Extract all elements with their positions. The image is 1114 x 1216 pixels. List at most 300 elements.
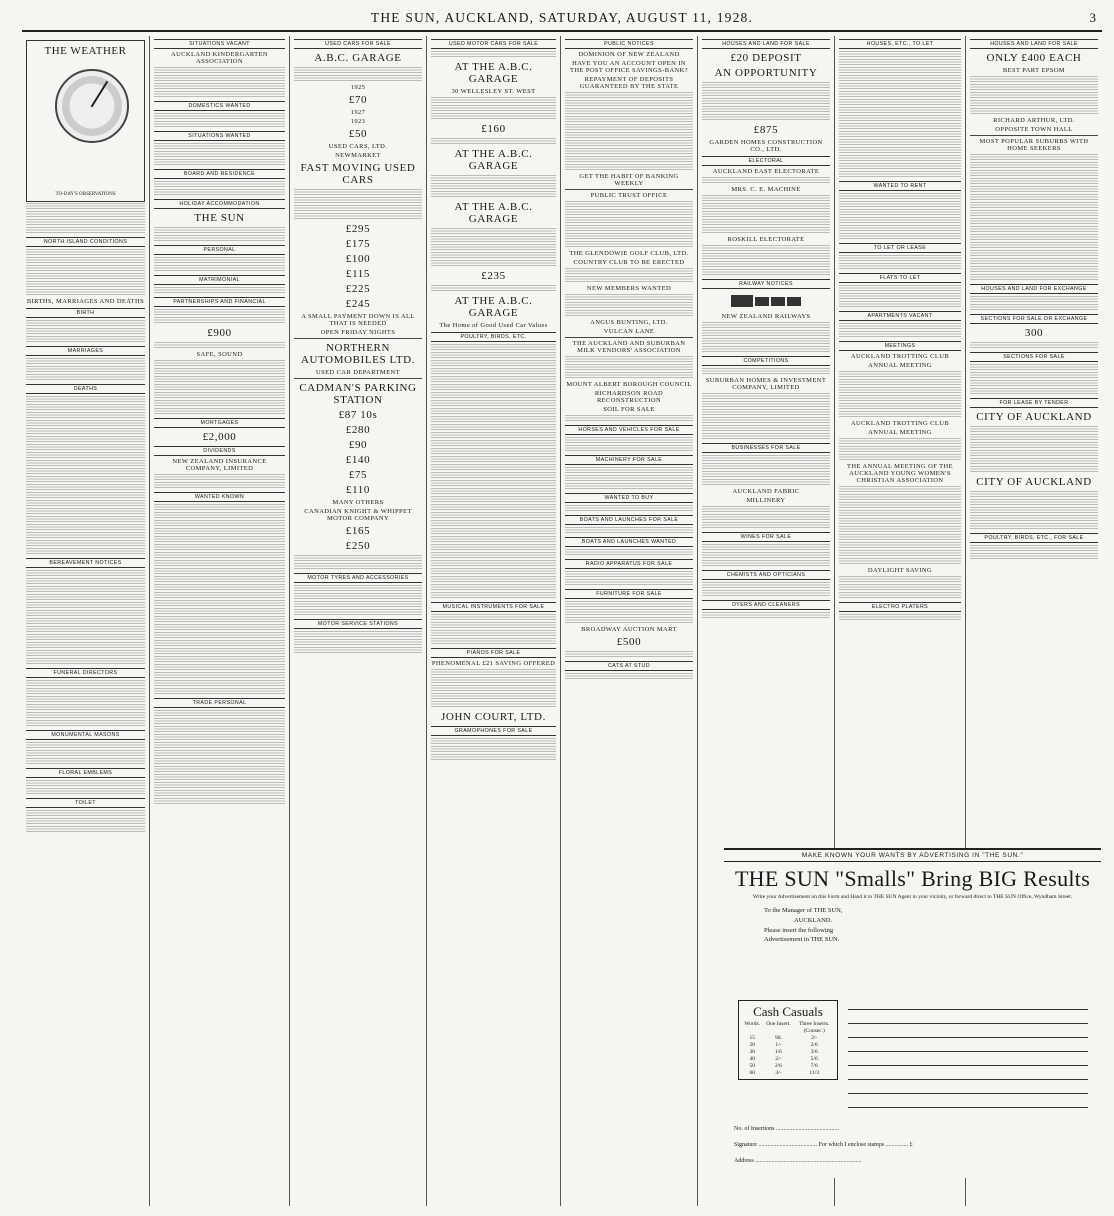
text-block bbox=[431, 191, 556, 198]
phenomenal-heading: PHENOMENAL £21 SAVING OFFERED bbox=[431, 660, 556, 667]
text-block bbox=[565, 268, 693, 275]
text-block bbox=[839, 395, 961, 402]
text-block bbox=[431, 105, 556, 112]
table-cell: 7/6 bbox=[810, 1062, 818, 1069]
text-block bbox=[154, 766, 285, 773]
text-block bbox=[702, 455, 830, 462]
text-block bbox=[702, 409, 830, 416]
matrimonial-heading: MATRIMONIAL bbox=[154, 275, 285, 285]
text-block bbox=[702, 253, 830, 260]
masthead-title: THE SUN, AUCKLAND, SATURDAY, AUGUST 11, 1928. bbox=[370, 10, 754, 25]
mount-albert-heading: MOUNT ALBERT BOROUGH COUNCIL bbox=[566, 381, 692, 388]
price-250: £250 bbox=[345, 540, 371, 552]
text-block bbox=[431, 552, 556, 559]
text-block bbox=[970, 491, 1098, 498]
text-block bbox=[431, 408, 556, 415]
text-block bbox=[702, 211, 830, 218]
text-block bbox=[839, 59, 961, 66]
addr-line-3: Please insert the following bbox=[764, 926, 834, 934]
text-block bbox=[839, 331, 961, 338]
text-block bbox=[431, 456, 556, 463]
text-block bbox=[26, 750, 145, 757]
text-block bbox=[26, 412, 145, 419]
annual-meeting-1: ANNUAL MEETING bbox=[868, 362, 932, 369]
text-block bbox=[431, 368, 556, 375]
text-block bbox=[839, 67, 961, 74]
text-block bbox=[26, 328, 145, 335]
text-block bbox=[565, 549, 693, 556]
text-block bbox=[839, 163, 961, 170]
text-block bbox=[154, 227, 285, 234]
text-block bbox=[431, 384, 556, 391]
text-block bbox=[839, 584, 961, 591]
text-block bbox=[26, 818, 145, 825]
text-block bbox=[294, 213, 422, 220]
price-235: £235 bbox=[481, 270, 506, 282]
text-block bbox=[702, 177, 830, 184]
repayment-heading: REPAYMENT OF DEPOSITS GUARANTEED BY THE STATE bbox=[579, 76, 679, 90]
text-block bbox=[702, 98, 830, 105]
text-block bbox=[702, 425, 830, 432]
text-block bbox=[970, 266, 1098, 273]
annual-meeting-2: ANNUAL MEETING bbox=[868, 429, 932, 436]
text-block bbox=[970, 380, 1098, 387]
table-cell: 2/6 bbox=[810, 1041, 818, 1048]
price-70: £70 bbox=[348, 94, 368, 106]
text-block bbox=[970, 434, 1098, 441]
text-block bbox=[970, 234, 1098, 241]
situations-vacant-heading: SITUATIONS VACANT bbox=[154, 39, 285, 49]
text-block bbox=[970, 218, 1098, 225]
text-block bbox=[702, 433, 830, 440]
text-block bbox=[970, 507, 1098, 514]
text-block bbox=[970, 499, 1098, 506]
smalls-address-block bbox=[764, 906, 1101, 945]
text-block bbox=[431, 496, 556, 503]
text-block bbox=[839, 217, 961, 224]
text-block bbox=[431, 544, 556, 551]
text-block bbox=[839, 83, 961, 90]
toilet-heading: TOILET bbox=[26, 798, 145, 808]
text-block bbox=[26, 273, 145, 280]
apartments-heading: APARTMENTS VACANT bbox=[839, 311, 961, 321]
text-block bbox=[970, 100, 1098, 107]
text-block bbox=[431, 669, 556, 676]
millinery: MILLINERY bbox=[746, 497, 786, 504]
text-block bbox=[839, 99, 961, 106]
text-block bbox=[431, 175, 556, 182]
text-block bbox=[26, 289, 145, 296]
price-295: £295 bbox=[345, 223, 371, 235]
text-block bbox=[702, 463, 830, 470]
text-block bbox=[26, 219, 145, 226]
text-block bbox=[154, 504, 285, 511]
text-block bbox=[26, 570, 145, 577]
text-block bbox=[702, 82, 830, 89]
text-block bbox=[26, 634, 145, 641]
table-cell: 15 bbox=[749, 1034, 755, 1041]
text-block bbox=[565, 225, 693, 232]
wanted-known-heading: WANTED KNOWN bbox=[154, 492, 285, 502]
poultry-sale-heading: POULTRY, BIRDS, ETC., FOR SALE bbox=[970, 533, 1098, 543]
sections-exchange-heading: SECTIONS FOR SALE OR EXCHANGE bbox=[970, 314, 1098, 324]
radio-heading: RADIO APPARATUS FOR SALE bbox=[565, 559, 693, 569]
text-block bbox=[839, 91, 961, 98]
musical-heading: MUSICAL INSTRUMENTS FOR SALE bbox=[431, 602, 556, 612]
insertions-line[interactable]: No. of Insertions .......................................... bbox=[734, 1126, 839, 1132]
text-block bbox=[431, 138, 556, 145]
price-100: £100 bbox=[345, 253, 371, 265]
text-block bbox=[154, 392, 285, 399]
text-block bbox=[26, 257, 145, 264]
text-block bbox=[839, 403, 961, 410]
text-block bbox=[431, 528, 556, 535]
col-consec: (Consec.) bbox=[803, 1027, 825, 1034]
text-block bbox=[154, 360, 285, 367]
text-block bbox=[154, 400, 285, 407]
text-block bbox=[431, 576, 556, 583]
text-block bbox=[431, 701, 556, 708]
boats-sale-heading: BOATS AND LAUNCHES FOR SALE bbox=[565, 515, 693, 525]
text-block bbox=[294, 601, 422, 608]
price-280: £280 bbox=[345, 424, 371, 436]
text-block bbox=[431, 512, 556, 519]
text-block bbox=[26, 578, 145, 585]
flats-heading: FLATS TO LET bbox=[839, 273, 961, 283]
used-cars-heading: USED CARS FOR SALE bbox=[294, 39, 422, 49]
text-block bbox=[565, 201, 693, 208]
text-block bbox=[565, 217, 693, 224]
motor-service-heading: MOTOR SERVICE STATIONS bbox=[294, 619, 422, 629]
text-block bbox=[970, 186, 1098, 193]
text-block bbox=[154, 83, 285, 90]
marriages-heading: MARRIAGES bbox=[26, 346, 145, 356]
text-block bbox=[839, 558, 961, 565]
boats-wanted-heading: BOATS AND LAUNCHES WANTED bbox=[565, 537, 693, 547]
text-block bbox=[702, 261, 830, 268]
text-block bbox=[26, 758, 145, 765]
text-block bbox=[839, 171, 961, 178]
text-block bbox=[970, 92, 1098, 99]
text-block bbox=[154, 576, 285, 583]
text-block bbox=[26, 265, 145, 272]
text-block bbox=[565, 276, 693, 283]
weather-title: THE WEATHER bbox=[44, 45, 127, 57]
text-block bbox=[154, 368, 285, 375]
used-cars-ltd: USED CARS, LTD. bbox=[328, 143, 388, 150]
smalls-instruction: Write your Advertisement on this Form and Hand it to THE SUN Agent in your vicinity, or forward direct to THE SUN Office, Wyndham Street. bbox=[752, 894, 1073, 900]
birth-heading: BIRTH bbox=[26, 308, 145, 318]
price-165: £165 bbox=[345, 525, 371, 537]
text-block bbox=[26, 788, 145, 795]
text-block bbox=[702, 471, 830, 478]
popular-suburbs: MOST POPULAR SUBURBS WITH HOME SEEKERS bbox=[979, 138, 1089, 152]
text-block bbox=[154, 648, 285, 655]
text-block bbox=[154, 91, 285, 98]
text-block bbox=[839, 147, 961, 154]
text-block bbox=[702, 368, 830, 375]
text-block bbox=[154, 758, 285, 765]
text-block bbox=[970, 202, 1098, 209]
text-block bbox=[431, 352, 556, 359]
text-block bbox=[702, 195, 830, 202]
milk-vendors-heading: THE AUCKLAND AND SUBURBAN MILK VENDORS' ASSOCIATION bbox=[572, 340, 686, 354]
text-block bbox=[26, 826, 145, 833]
text-block bbox=[26, 320, 145, 327]
text-block bbox=[839, 131, 961, 138]
year-1925: 1925 bbox=[350, 84, 366, 91]
text-block bbox=[970, 442, 1098, 449]
text-block bbox=[431, 432, 556, 439]
amount-900: £900 bbox=[207, 327, 232, 339]
text-block bbox=[26, 452, 145, 459]
personal-heading: PERSONAL bbox=[154, 245, 285, 255]
text-block bbox=[839, 293, 961, 300]
text-block bbox=[26, 642, 145, 649]
text-block bbox=[26, 532, 145, 539]
text-block bbox=[565, 294, 693, 301]
text-block bbox=[26, 374, 145, 381]
text-block bbox=[154, 656, 285, 663]
text-block bbox=[154, 287, 285, 294]
richard-arthur: RICHARD ARTHUR, LTD. bbox=[993, 117, 1075, 124]
text-block bbox=[154, 616, 285, 623]
text-block bbox=[702, 227, 830, 234]
text-block bbox=[565, 356, 693, 363]
text-block bbox=[970, 523, 1098, 530]
text-block bbox=[565, 617, 693, 624]
text-block bbox=[154, 798, 285, 805]
text-block bbox=[431, 536, 556, 543]
text-block bbox=[431, 488, 556, 495]
text-block bbox=[431, 400, 556, 407]
text-block bbox=[26, 366, 145, 373]
electro-heading: ELECTRO PLATERS bbox=[839, 602, 961, 612]
text-block bbox=[702, 582, 830, 589]
text-block bbox=[431, 693, 556, 700]
text-block bbox=[970, 108, 1098, 115]
text-block bbox=[839, 379, 961, 386]
text-block bbox=[154, 742, 285, 749]
text-block bbox=[565, 437, 693, 444]
text-block bbox=[431, 252, 556, 259]
text-block bbox=[431, 376, 556, 383]
text-block bbox=[702, 245, 830, 252]
text-block bbox=[431, 392, 556, 399]
acres-300: 300 bbox=[1024, 327, 1044, 339]
table-cell: 3/6 bbox=[810, 1048, 818, 1055]
text-block bbox=[26, 516, 145, 523]
text-block bbox=[294, 563, 422, 570]
text-block bbox=[154, 181, 285, 188]
text-block bbox=[431, 464, 556, 471]
houses-let-heading: HOUSES, ETC., TO LET bbox=[839, 39, 961, 49]
text-block bbox=[431, 244, 556, 251]
text-block bbox=[839, 75, 961, 82]
text-block bbox=[26, 524, 145, 531]
text-block bbox=[839, 123, 961, 130]
text-block bbox=[26, 476, 145, 483]
weather-box bbox=[26, 40, 145, 202]
text-block bbox=[431, 738, 556, 745]
text-block bbox=[154, 235, 285, 242]
vulcan-lane: VULCAN LANE bbox=[603, 328, 655, 335]
amount-2000: £2,000 bbox=[202, 431, 237, 443]
text-block bbox=[839, 592, 961, 599]
meetings-heading: MEETINGS bbox=[839, 341, 961, 351]
cadmans-heading: CADMAN'S PARKING STATION bbox=[299, 382, 417, 406]
text-block bbox=[294, 189, 422, 196]
public-notices-heading: PUBLIC NOTICES bbox=[565, 39, 693, 49]
text-block bbox=[839, 502, 961, 509]
dominion-heading: DOMINION OF NEW ZEALAND bbox=[578, 51, 680, 58]
monumental-heading: MONUMENTAL MASONS bbox=[26, 730, 145, 740]
table-row bbox=[742, 1069, 834, 1076]
text-block bbox=[565, 233, 693, 240]
text-block bbox=[839, 263, 961, 270]
text-block bbox=[702, 506, 830, 513]
situations-wanted-heading: SITUATIONS WANTED bbox=[154, 131, 285, 141]
glendowie-heading: THE GLENDOWIE GOLF CLUB, LTD. bbox=[569, 250, 689, 257]
deaths-heading: DEATHS bbox=[26, 384, 145, 394]
dyers-heading: DYERS AND CLEANERS bbox=[702, 600, 830, 610]
text-block bbox=[565, 601, 693, 608]
text-block bbox=[839, 510, 961, 517]
text-block bbox=[565, 609, 693, 616]
address-line[interactable]: Address ....................................................................... bbox=[734, 1158, 862, 1164]
signature-line[interactable]: Signature ....................................... For which I enclose stamps ............... £ bbox=[734, 1142, 913, 1148]
text-block bbox=[970, 194, 1098, 201]
text-block bbox=[431, 560, 556, 567]
partnerships-heading: PARTNERSHIPS AND FINANCIAL bbox=[154, 297, 285, 307]
open-friday: OPEN FRIDAY NIGHTS bbox=[320, 329, 396, 336]
john-court: JOHN COURT, LTD. bbox=[441, 711, 546, 723]
text-block bbox=[565, 209, 693, 216]
angus-bunting: ANGUS BUNTING, LTD. bbox=[590, 319, 668, 326]
text-block bbox=[26, 594, 145, 601]
weather-caption: TO-DAY'S OBSERVATIONS bbox=[55, 192, 116, 197]
funeral-heading: FUNERAL DIRECTORS bbox=[26, 668, 145, 678]
text-block bbox=[970, 250, 1098, 257]
text-block bbox=[839, 526, 961, 533]
smalls-ad-form bbox=[724, 848, 1101, 1178]
table-row bbox=[742, 1055, 834, 1062]
text-block bbox=[26, 650, 145, 657]
text-block bbox=[970, 342, 1098, 349]
text-block bbox=[970, 372, 1098, 379]
text-block bbox=[839, 285, 961, 292]
floral-heading: FLORAL EMBLEMS bbox=[26, 768, 145, 778]
text-block bbox=[431, 614, 556, 621]
text-block bbox=[26, 500, 145, 507]
text-block bbox=[154, 552, 285, 559]
pianos-heading: PIANOS FOR SALE bbox=[431, 648, 556, 658]
text-block bbox=[294, 593, 422, 600]
table-cell: 2/6 bbox=[774, 1062, 782, 1069]
text-block bbox=[26, 484, 145, 491]
to-let-lease-heading: TO LET OR LEASE bbox=[839, 243, 961, 253]
text-block bbox=[565, 108, 693, 115]
text-block bbox=[565, 124, 693, 131]
text-block bbox=[431, 360, 556, 367]
north-island-heading: NORTH ISLAND CONDITIONS bbox=[26, 237, 145, 247]
table-row bbox=[742, 1034, 834, 1041]
text-block bbox=[431, 504, 556, 511]
text-block bbox=[154, 317, 285, 324]
text-block bbox=[839, 576, 961, 583]
text-block bbox=[970, 226, 1098, 233]
deposit-heading: £20 DEPOSIT bbox=[730, 52, 802, 64]
table-cell: 1/- bbox=[775, 1041, 782, 1048]
garden-homes: GARDEN HOMES CONSTRUCTION CO., LTD. bbox=[709, 139, 823, 153]
births-heading: BIRTHS, MARRIAGES AND DEATHS bbox=[26, 298, 145, 305]
text-block bbox=[970, 304, 1098, 311]
text-block bbox=[154, 592, 285, 599]
text-block bbox=[970, 545, 1098, 552]
abc-garage-4: AT THE A.B.C. GARAGE bbox=[454, 295, 533, 319]
text-block bbox=[431, 630, 556, 637]
text-block bbox=[154, 309, 285, 316]
text-block bbox=[565, 132, 693, 139]
text-block bbox=[702, 401, 830, 408]
text-block bbox=[839, 51, 961, 58]
text-block bbox=[26, 436, 145, 443]
motor-tyres-heading: MOTOR TYRES AND ACCESSORIES bbox=[294, 573, 422, 583]
text-block bbox=[970, 364, 1098, 371]
wanted-to-buy-heading: WANTED TO BUY bbox=[565, 493, 693, 503]
text-block bbox=[839, 209, 961, 216]
price-110: £110 bbox=[346, 484, 370, 496]
text-block bbox=[565, 100, 693, 107]
city-of-auckland-1: CITY OF AUCKLAND bbox=[976, 411, 1092, 423]
trotting-club-1: AUCKLAND TROTTING CLUB bbox=[850, 353, 950, 360]
text-block bbox=[154, 482, 285, 489]
text-block bbox=[702, 522, 830, 529]
text-block bbox=[154, 189, 285, 196]
text-block bbox=[702, 417, 830, 424]
text-block bbox=[431, 677, 556, 684]
electoral-heading: ELECTORAL bbox=[702, 156, 830, 166]
text-block bbox=[970, 450, 1098, 457]
text-block bbox=[431, 638, 556, 645]
canadian-knight: CANADIAN KNIGHT & WHIPPET MOTOR COMPANY bbox=[304, 508, 412, 522]
text-block bbox=[154, 568, 285, 575]
cats-heading: CATS AT STUD bbox=[565, 661, 693, 671]
text-block bbox=[26, 540, 145, 547]
text-block bbox=[970, 274, 1098, 281]
text-block bbox=[154, 520, 285, 527]
text-block bbox=[839, 371, 961, 378]
table-cell: 60 bbox=[749, 1069, 755, 1076]
ad-writing-grid[interactable] bbox=[848, 996, 1088, 1114]
smalls-banner: MAKE KNOWN YOUR WANTS BY ADVERTISING IN "THE SUN." bbox=[724, 850, 1101, 862]
text-block bbox=[154, 512, 285, 519]
text-block bbox=[565, 445, 693, 452]
text-block bbox=[154, 159, 285, 166]
new-members: NEW MEMBERS WANTED bbox=[586, 285, 672, 292]
competitions-heading: COMPETITIONS bbox=[702, 356, 830, 366]
text-block bbox=[565, 116, 693, 123]
text-block bbox=[702, 114, 830, 121]
text-block bbox=[294, 555, 422, 562]
text-block bbox=[294, 631, 422, 638]
col-words: Words. bbox=[744, 1020, 761, 1027]
text-block bbox=[26, 696, 145, 703]
text-block bbox=[154, 624, 285, 631]
text-block bbox=[26, 810, 145, 817]
barometer-icon bbox=[55, 69, 129, 143]
used-car-dept: USED CAR DEPARTMENT bbox=[316, 369, 400, 376]
